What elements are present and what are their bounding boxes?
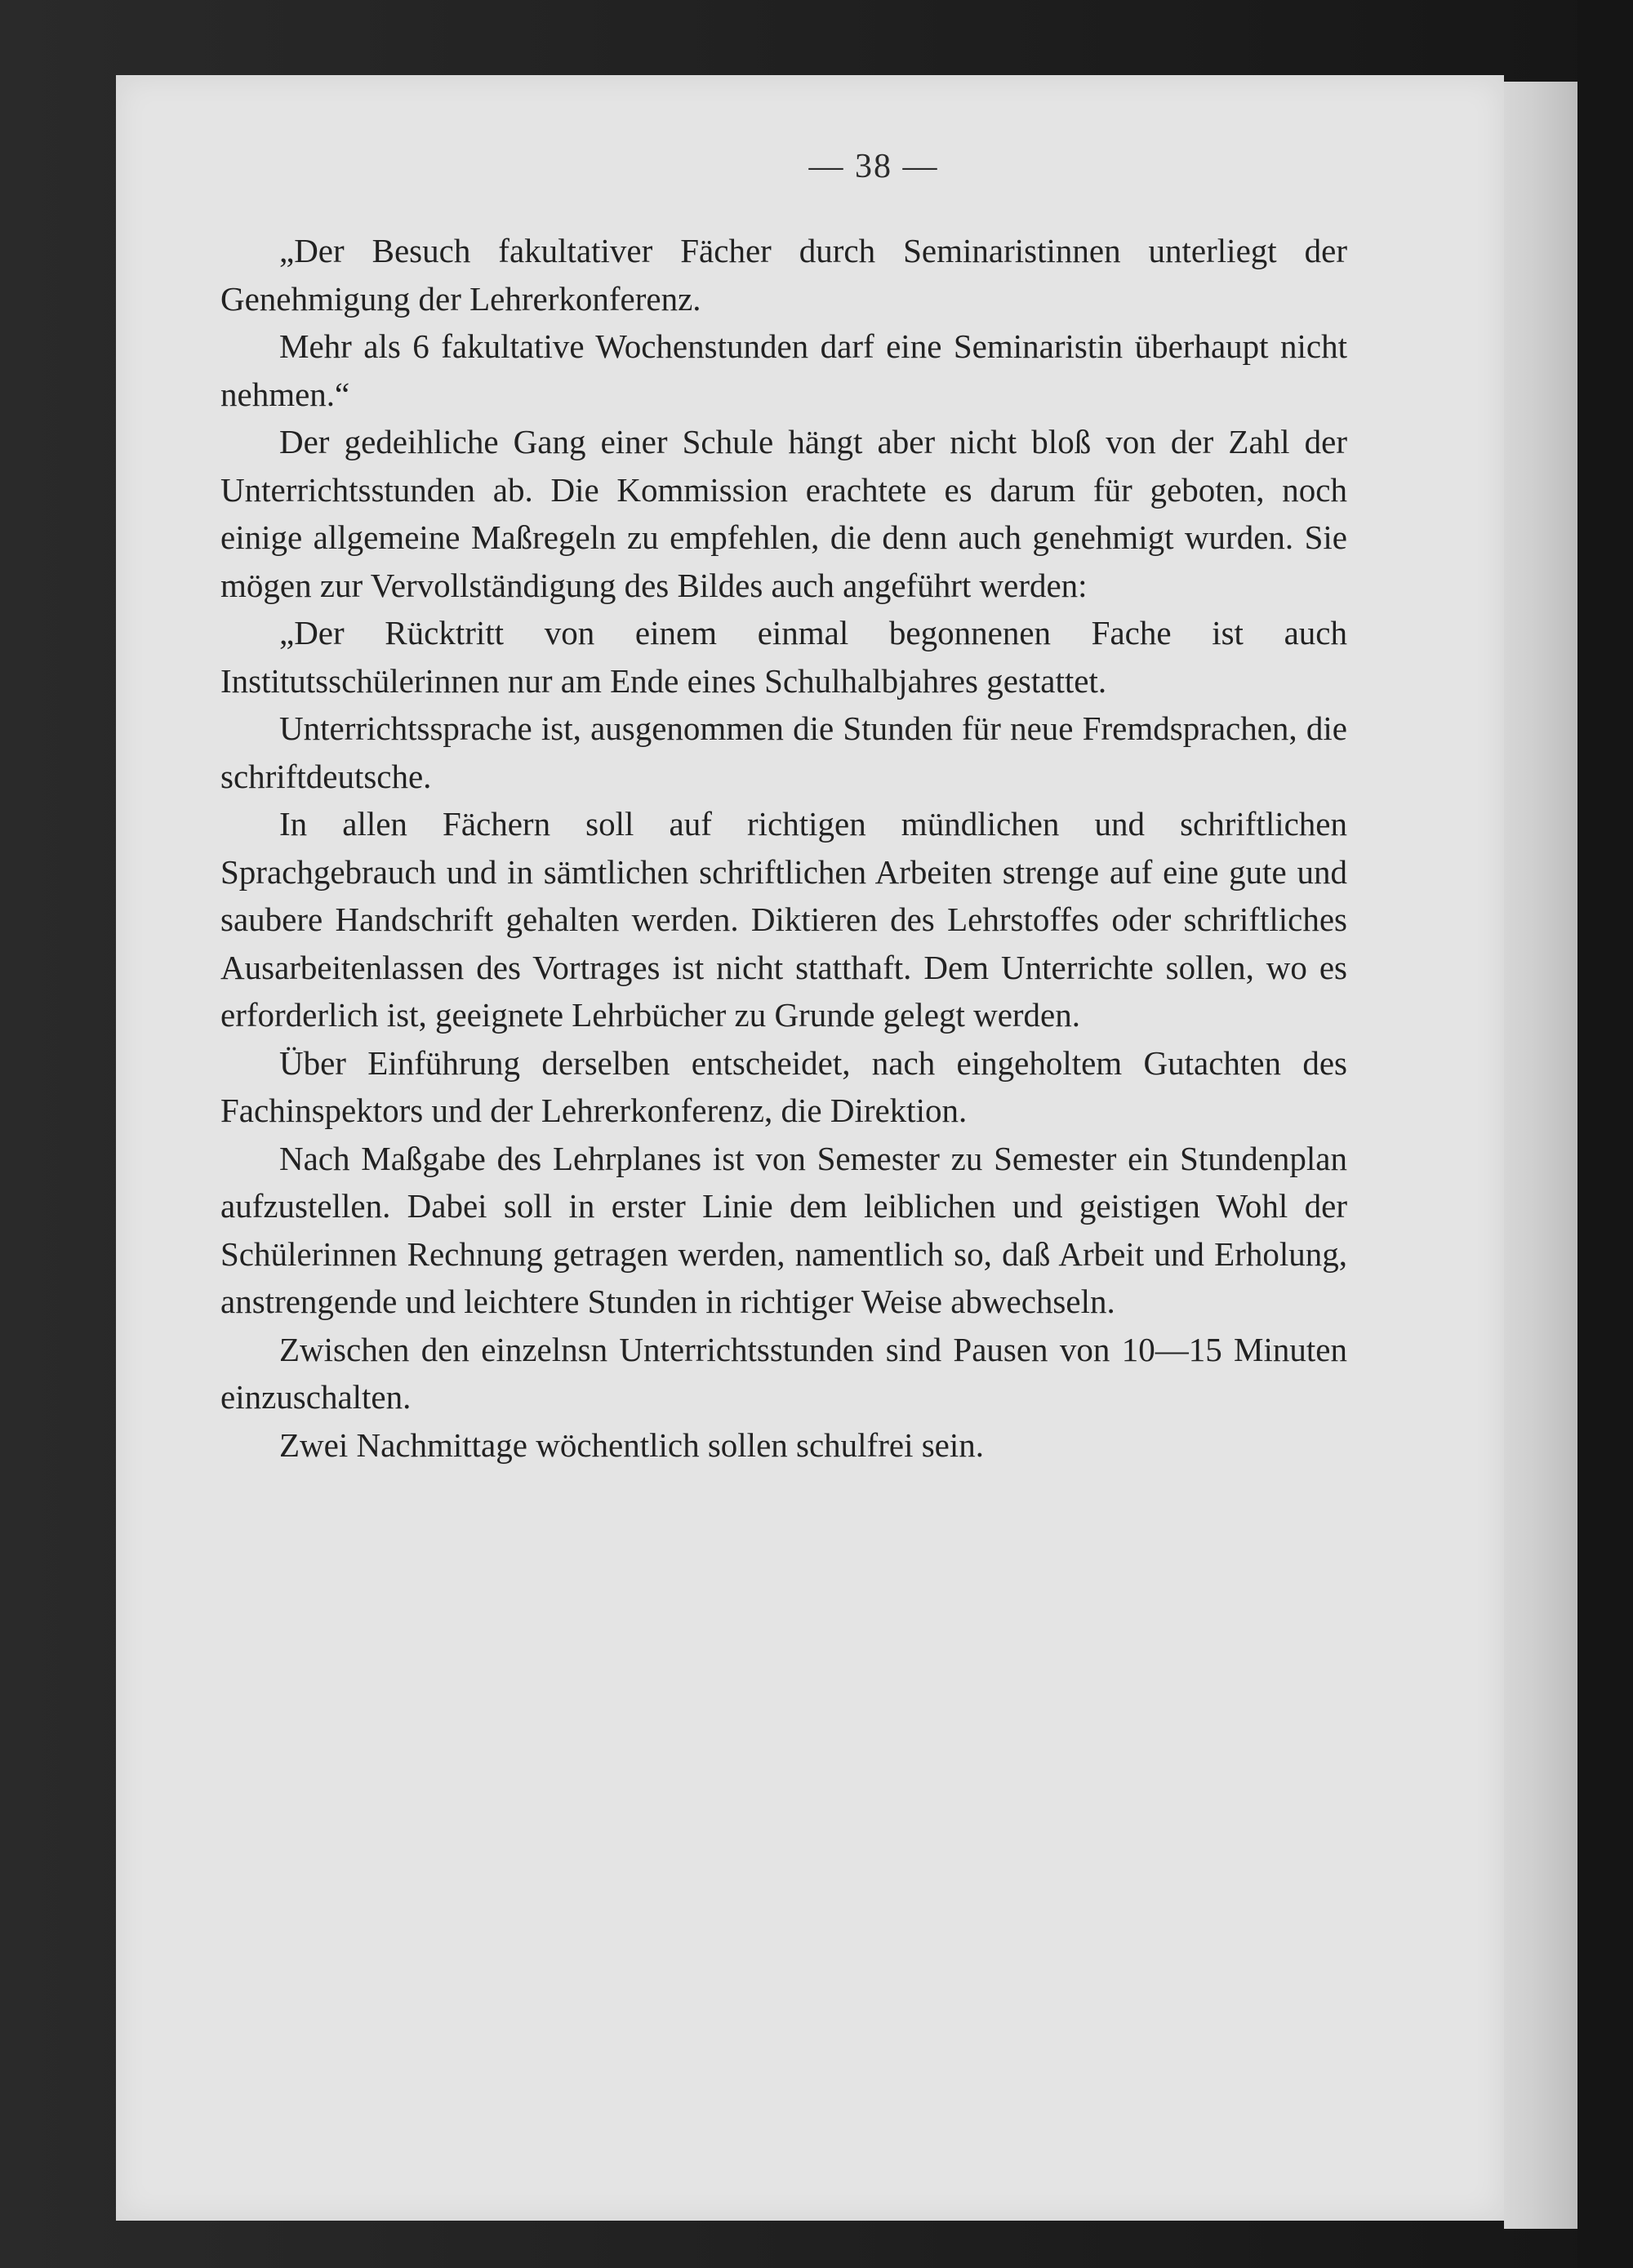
paragraph: Zwei Nachmittage wöchentlich sollen schulfrei sein. bbox=[279, 1425, 985, 1464]
body-text bbox=[220, 227, 1347, 1469]
paragraph: Unterrichtssprache ist, ausgenommen die Stunden für neue Fremdsprachen, die schriftdeutsche. bbox=[220, 709, 1347, 795]
paragraph: Zwischen den einzelnsn Unterrichtsstunden sind Pausen von 10—15 Minuten einzuschalten. bbox=[220, 1330, 1347, 1416]
paragraph: Mehr als 6 fakultative Wochenstunden darf eine Seminaristin überhaupt nicht nehmen.“ bbox=[220, 327, 1347, 413]
paragraph: Nach Maßgabe des Lehrplanes ist von Semester zu Semester ein Stundenplan aufzustellen. Dabei soll in erster Linie dem leiblichen und geistigen Wohl der Schülerinnen Rechnung getragen werden, namentlich so, daß Arbeit und Erholung, anstrengende und leichtere Stunden in richtiger Weise abwechseln. bbox=[220, 1139, 1347, 1320]
page-edge bbox=[1504, 82, 1577, 2229]
paragraph: Der gedeihliche Gang einer Schule hängt aber nicht bloß von der Zahl der Unterrichtsstunden ab. Die Kommission erachtete es darum für geboten, noch einige allgemeine Maßregeln zu empfehlen, die denn auch genehmigt wurden. Sie mögen zur Vervollständigung des Bildes auch angeführt werden: bbox=[220, 423, 1347, 604]
page-number: — 38 — bbox=[808, 148, 939, 185]
scan-border bbox=[1577, 0, 1633, 2268]
paragraph: In allen Fächern soll auf richtigen mündlichen und schriftlichen Sprachgebrauch und in sämtlichen schriftlichen Arbeiten strenge auf eine gute und saubere Handschrift gehalten werden. Diktieren des Lehrstoffes oder schriftliches Ausarbeitenlassen des Vortrages ist nicht statthaft. Dem Unterrichte sollen, wo es erforderlich ist, geeignete Lehrbücher zu Grunde gelegt werden. bbox=[220, 805, 1347, 1034]
paragraph: „Der Besuch fakultativer Fächer durch Seminaristinnen unterliegt der Genehmigung der Lehrerkonferenz. bbox=[220, 232, 1347, 318]
paragraph: Über Einführung derselben entscheidet, nach eingeholtem Gutachten des Fachinspektors und der Lehrerkonferenz, die Direktion. bbox=[220, 1043, 1347, 1129]
paragraph: „Der Rücktritt von einem einmal begonnenen Fache ist auch Institutsschülerinnen nur am Ende eines Schulhalbjahres gestattet. bbox=[220, 614, 1347, 700]
